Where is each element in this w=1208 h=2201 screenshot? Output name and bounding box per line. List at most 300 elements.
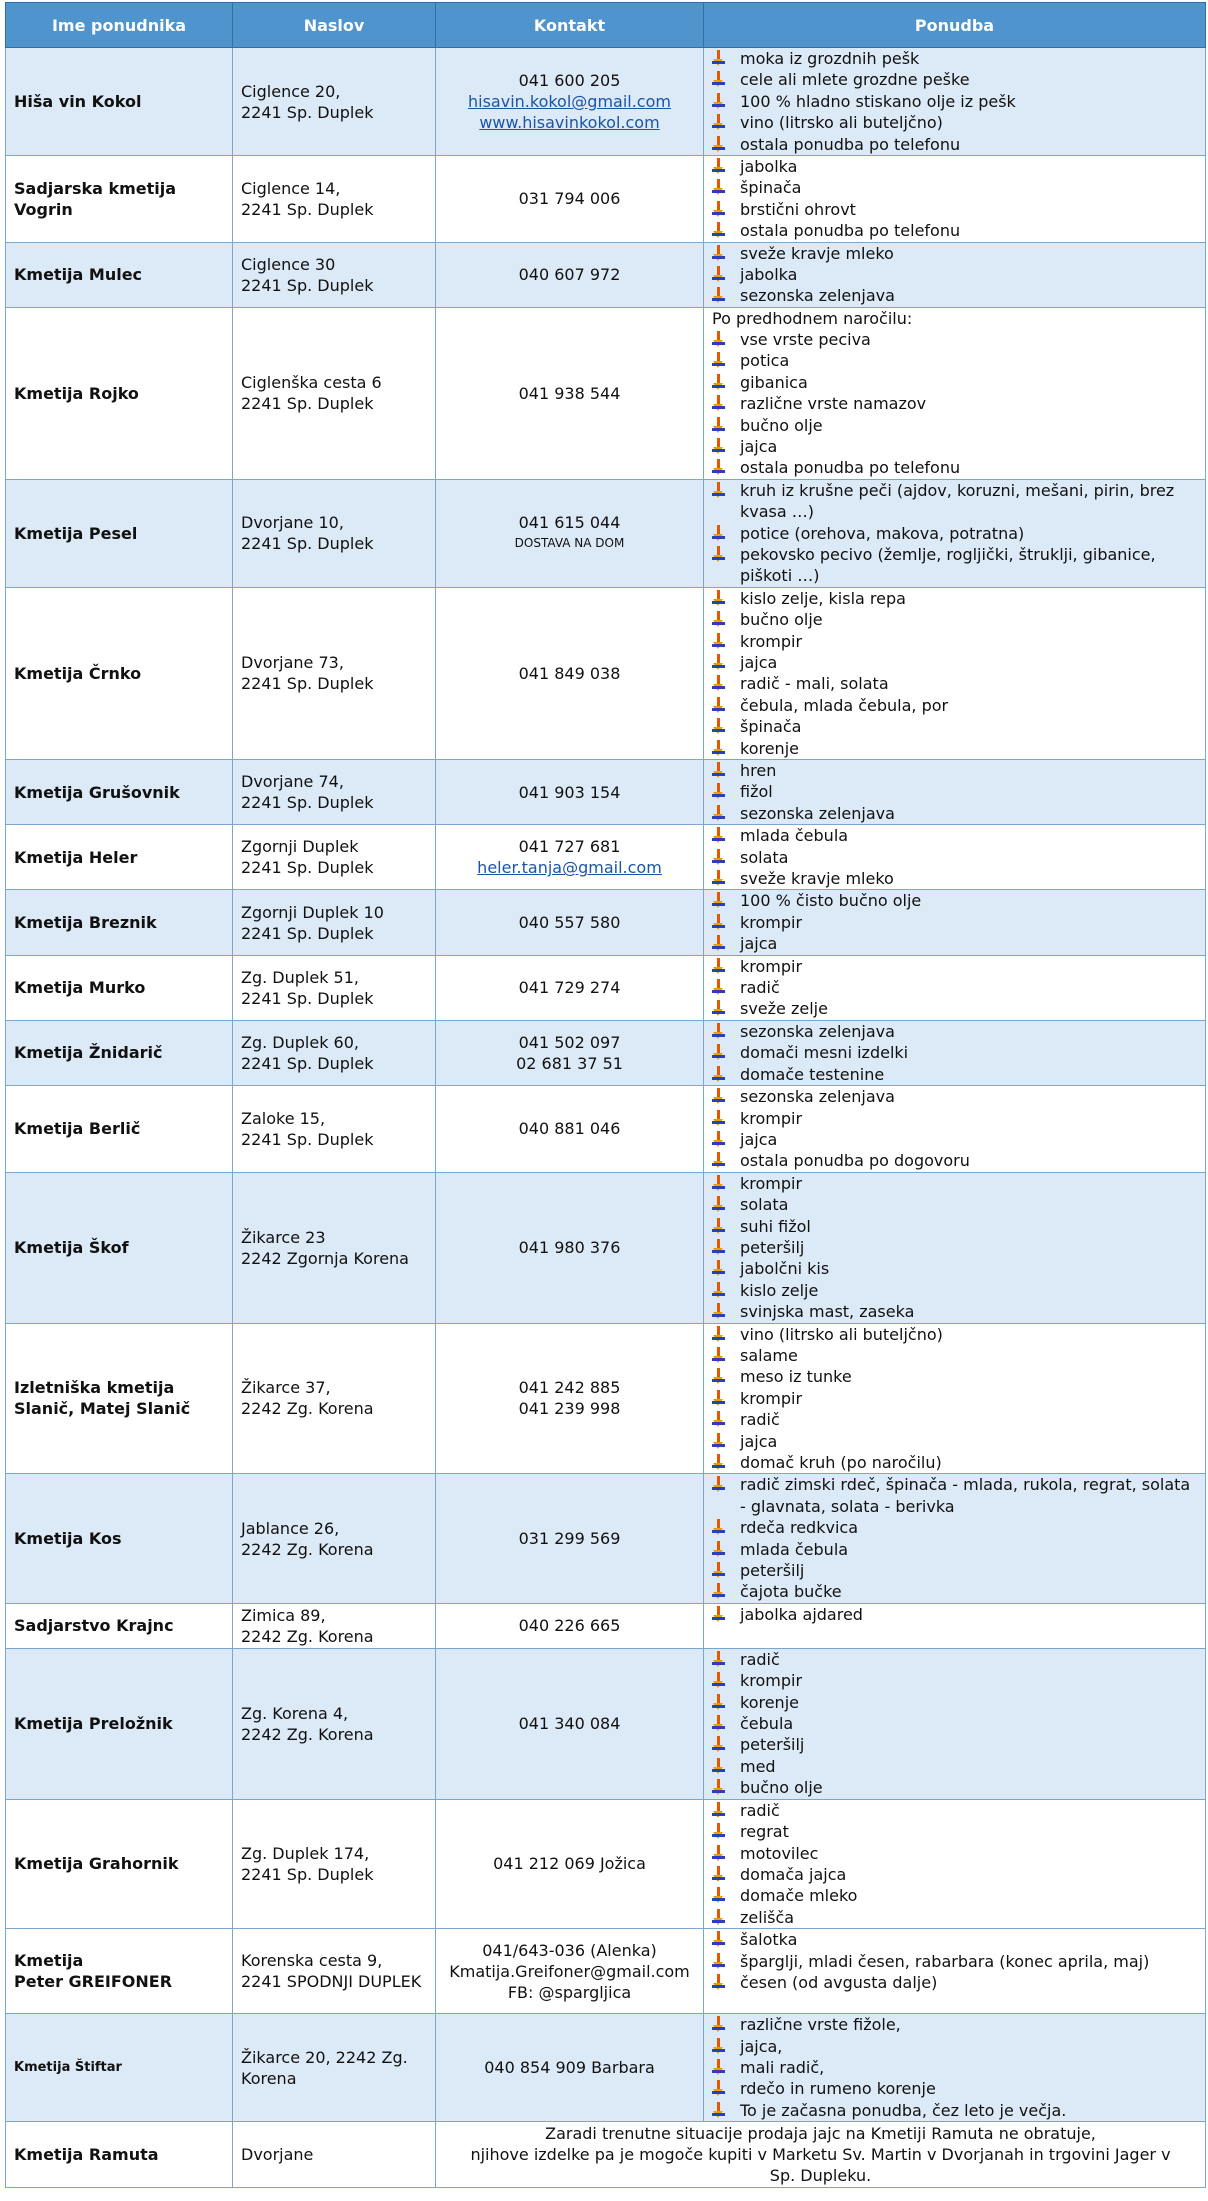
bullet-arrow-icon [710,1715,728,1732]
vendor-contact [436,1172,704,1323]
bullet-arrow-icon [710,1218,728,1235]
vendor-offer [704,1086,1206,1173]
offer-item [710,977,1201,998]
bullet-arrow-icon [710,352,728,369]
vendor-offer [704,1323,1206,1474]
bullet-arrow-icon [710,675,728,692]
vendor-address [233,479,436,587]
vendor-name [6,1929,233,2014]
table-row [6,1648,1206,1799]
offer-item-text: krompir [740,1108,803,1128]
offer-item [710,1194,1201,1215]
offer-item-text: domače testenine [740,1064,885,1084]
table-row [6,307,1206,479]
offer-item [710,1649,1201,1670]
vendor-name [6,1474,233,1603]
offer-item [710,652,1201,673]
contact-link[interactable]: hisavin.kokol@gmail.com [468,92,671,112]
vendor-name-line: Kmetija Mulec [14,265,143,285]
bullet-arrow-icon [710,201,728,218]
table-row [6,479,1206,587]
vendor-contact [436,479,704,587]
bullet-arrow-icon [710,1606,728,1623]
offer-item [710,825,1201,846]
offer-item-text: zelišča [740,1907,795,1927]
offer-item-text: regrat [740,1822,789,1842]
offer-item [710,243,1201,264]
bullet-arrow-icon [710,114,728,131]
offer-item-text: čebula [740,1714,794,1734]
contact-line: 041 600 205 [518,71,621,91]
offer-item [710,1800,1201,1821]
vendor-address [233,48,436,156]
bullet-arrow-icon [710,1282,728,1299]
offer-item-text: moka iz grozdnih pešk [740,49,920,68]
address-line: Zg. Duplek 60, [241,1032,359,1052]
vendor-offer [704,1474,1206,1603]
offer-item-text: jajca [740,1431,778,1451]
offer-list [710,2014,1201,2121]
vendor-contact [436,156,704,243]
offer-item [710,69,1201,90]
bullet-arrow-icon [710,1000,728,1017]
vendor-contact [436,1474,704,1603]
contact-line: 041 615 044 [518,513,621,533]
offer-item [710,177,1201,198]
offer-item-text: krompir [740,1388,803,1408]
vendor-contact [436,48,704,156]
contact-line: 041 340 084 [518,1714,621,1734]
table-row [6,1799,1206,1928]
vendor-name-line: Kmetija Ramuta [14,2145,159,2165]
vendor-name [6,2014,233,2122]
offer-item [710,1821,1201,1842]
offer-item [710,1064,1201,1085]
offer-item [710,523,1201,544]
offer-item [710,673,1201,694]
bullet-arrow-icon [710,374,728,391]
offer-item-text: solata [740,1195,789,1215]
contact-line: 041 212 069 Jožica [493,1854,646,1874]
contact-line: 041 239 998 [518,1399,621,1419]
address-line: 2241 Sp. Duplek [241,102,374,122]
offer-item [710,738,1201,759]
offer-item-text: jajca [740,934,778,954]
address-line: 2241 Sp. Duplek [241,858,374,878]
vendor-contact [436,1020,704,1085]
offer-item-text: peteršilj [740,1735,805,1755]
vendor-address [233,890,436,955]
contact-line: 041 903 154 [518,782,621,802]
bullet-arrow-icon [710,1758,728,1775]
offer-item-text: med [740,1756,776,1776]
offer-item-text: jabolčni kis [740,1259,830,1279]
vendor-name-line: Kmetija Heler [14,847,138,867]
offer-item [710,1474,1201,1517]
bullet-arrow-icon [710,1845,728,1862]
contact-line: FB: @spargljica [507,1982,632,2002]
offer-item-text: domača jajca [740,1864,847,1884]
offers-table [5,2,1206,2188]
offer-item-text: brstični ohrovt [740,199,856,219]
offer-item-text: jabolka [740,265,798,285]
bullet-arrow-icon [710,1562,728,1579]
bullet-arrow-icon [710,958,728,975]
vendor-name-line: Kmetija Preložnik [14,1714,173,1734]
bullet-arrow-icon [710,1066,728,1083]
vendor-name-line: Izletniška kmetija [14,1378,175,1398]
offer-list [710,825,1201,889]
offer-item [710,1237,1201,1258]
vendor-name-line: Kmetija Črnko [14,663,142,683]
offer-item-text: kislo zelje [740,1280,819,1300]
vendor-contact [436,1648,704,1799]
bullet-arrow-icon [710,1866,728,1883]
offer-item-text: radič - mali, solata [740,674,889,694]
bullet-arrow-icon [710,740,728,757]
offer-item [710,350,1201,371]
offer-item-text: mali radič, [740,2057,825,2077]
bullet-arrow-icon [710,914,728,931]
offer-item [710,415,1201,436]
offer-intro: Po predhodnem naročilu: [712,308,913,328]
vendor-name-line: Hiša vin Kokol [14,92,142,112]
table-row [6,760,1206,825]
bullet-arrow-icon [710,482,728,499]
vendor-contact [436,890,704,955]
address-line: 2241 Sp. Duplek [241,1864,374,1884]
vendor-offer [704,1172,1206,1323]
vendor-name-line: Kmetija Grušovnik [14,782,180,802]
offer-item [710,1452,1201,1473]
offer-item-text: šalotka [740,1930,798,1950]
contact-link[interactable]: www.hisavinkokol.com [479,113,660,133]
bullet-arrow-icon [710,762,728,779]
offer-item-text: ostala ponudba po telefonu [740,458,961,478]
offer-item-text: radič zimski rdeč, špinača - mlada, rukola, regrat, solata - glavnata, solata - berivka [740,1475,1191,1516]
address-line: Dvorjane [241,2145,314,2165]
offer-item-text: jajca [740,436,778,456]
offer-item [710,329,1201,350]
vendor-name-line: Kmetija Berlič [14,1119,141,1139]
offer-item [710,2014,1201,2035]
bullet-arrow-icon [710,718,728,735]
vendor-name [6,2122,233,2188]
offer-item-text: mlada čebula [740,826,849,846]
offer-item-text: korenje [740,738,799,758]
address-line: 2241 SPODNJI DUPLEK [241,1972,422,1992]
vendor-offer [704,48,1206,156]
offer-item [710,1951,1201,1972]
vendor-name-line: Sadjarska kmetija [14,178,177,198]
address-line: 2241 Sp. Duplek [241,988,374,1008]
vendor-offer [704,760,1206,825]
table-row [6,1086,1206,1173]
offer-list [710,1800,1201,1928]
bullet-arrow-icon [710,1196,728,1213]
offer-item [710,1539,1201,1560]
address-line: Žikarce 20, 2242 Zg. [241,2047,408,2067]
offer-item-text: 100 % hladno stiskano olje iz pešk [740,91,1016,111]
offer-item [710,1150,1201,1171]
offer-item-text: bučno olje [740,1778,823,1798]
offer-item [710,2057,1201,2078]
offer-item [710,1042,1201,1063]
address-line: Jablance 26, [241,1518,340,1538]
offer-item-text: jabolka [740,157,798,177]
address-line: Ciglence 30 [241,254,336,274]
offer-item-text: kislo zelje, kisla repa [740,588,906,608]
vendor-name-line: Sadjarstvo Krajnc [14,1616,174,1636]
contact-link[interactable]: heler.tanja@gmail.com [477,858,662,878]
vendor-name-line: Kmetija Škof [14,1238,129,1258]
vendor-name-line: Kmetija Štiftar [14,2060,122,2076]
table-row [6,825,1206,890]
vendor-name-line: Kmetija Grahornik [14,1854,179,1874]
address-line: Zaloke 15, [241,1108,326,1128]
offer-item [710,2036,1201,2057]
offer-item-text: šparglji, mladi česen, rabarbara (konec aprila, maj) [740,1951,1150,1971]
offer-item-text: radič [740,978,780,998]
address-line: 2241 Sp. Duplek [241,1129,374,1149]
header-offer: Ponudba [704,3,1206,48]
offers-table-wrapper [5,2,1205,2188]
bullet-arrow-icon [710,331,728,348]
contact-line: 041 938 544 [518,383,621,403]
bullet-arrow-icon [710,1368,728,1385]
vendor-address [233,2014,436,2122]
vendor-name [6,242,233,307]
offer-item [710,781,1201,802]
bullet-arrow-icon [710,611,728,628]
offer-item [710,1431,1201,1452]
bullet-arrow-icon [710,1887,728,1904]
header-contact: Kontakt [436,3,704,48]
vendor-name [6,1648,233,1799]
address-line: Zgornji Duplek 10 [241,902,384,922]
offer-item [710,393,1201,414]
address-line: Korenska cesta 9, [241,1951,383,1971]
offer-item [710,1021,1201,1042]
bullet-arrow-icon [710,395,728,412]
address-line: Žikarce 23 [241,1227,326,1247]
address-line: 2242 Zg. Korena [241,1399,374,1419]
offer-item-text: domači mesni izdelki [740,1043,909,1063]
bullet-arrow-icon [710,849,728,866]
table-row [6,242,1206,307]
offer-item [710,609,1201,630]
offer-item [710,1280,1201,1301]
vendor-contact [436,242,704,307]
vendor-offer [704,1648,1206,1799]
vendor-offer [704,1799,1206,1928]
bullet-arrow-icon [710,438,728,455]
offer-item-text: čebula, mlada čebula, por [740,695,949,715]
vendor-name [6,955,233,1020]
address-line: Zg. Duplek 174, [241,1843,370,1863]
offer-item [710,134,1201,155]
vendor-offer [704,307,1206,479]
offer-item [710,890,1201,911]
vendor-address [233,1172,436,1323]
offer-item [710,1345,1201,1366]
address-line: 2242 Zg. Korena [241,1626,374,1646]
vendor-offer [704,1929,1206,2014]
offer-item-text: različne vrste fižole, [740,2015,901,2035]
bullet-arrow-icon [710,287,728,304]
bullet-arrow-icon [710,1651,728,1668]
offer-item [710,1216,1201,1237]
bullet-arrow-icon [710,2080,728,2097]
offer-item [710,285,1201,306]
offer-item-text: salame [740,1345,798,1365]
bullet-arrow-icon [710,1152,728,1169]
offer-item-text: špinača [740,717,802,737]
offer-item-text: česen (od avgusta dalje) [740,1972,938,1992]
contact-line: 041 502 097 [518,1032,621,1052]
offer-item [710,48,1201,69]
address-line: Ciglence 14, [241,178,341,198]
offer-item [710,1129,1201,1150]
contact-line: 041 727 681 [518,837,621,857]
bullet-arrow-icon [710,1823,728,1840]
offer-item-text: domač kruh (po naročilu) [740,1453,942,1472]
vendor-offer [704,1020,1206,1085]
bullet-arrow-icon [710,1953,728,1970]
bullet-arrow-icon [710,1736,728,1753]
bullet-arrow-icon [710,459,728,476]
vendor-address [233,1020,436,1085]
offer-item [710,1907,1201,1928]
offer-item [710,1517,1201,1538]
bullet-arrow-icon [710,1694,728,1711]
bullet-arrow-icon [710,2059,728,2076]
contact-line: 02 681 37 51 [516,1053,623,1073]
vendor-name [6,890,233,955]
bullet-arrow-icon [710,1044,728,1061]
offer-item [710,2078,1201,2099]
offer-item [710,1301,1201,1322]
address-line: Ciglence 20, [241,81,341,101]
vendor-address [233,1929,436,2014]
offer-item [710,760,1201,781]
offer-item [710,868,1201,889]
contact-line: 041 849 038 [518,663,621,683]
offer-list [710,956,1201,1020]
bullet-arrow-icon [710,1390,728,1407]
vendor-name-line: Kmetija Pesel [14,523,138,543]
offer-list [710,588,1201,759]
bullet-arrow-icon [710,590,728,607]
offer-item-text: domače mleko [740,1886,858,1906]
offer-item-text: bučno olje [740,610,823,630]
offer-list [710,1604,1201,1625]
bullet-arrow-icon [710,1411,728,1428]
bullet-arrow-icon [710,2038,728,2055]
vendor-name-line: Vogrin [14,199,73,219]
offer-list [710,480,1201,587]
bullet-arrow-icon [710,93,728,110]
offer-item-text: rdečo in rumeno korenje [740,2079,936,2099]
address-line: Zg. Duplek 51, [241,967,359,987]
offer-item-text: solata [740,847,789,867]
offer-item [710,2100,1201,2121]
vendor-contact [436,1799,704,1928]
contact-line: 041 242 885 [518,1378,621,1398]
vendor-name-line: Slanič, Matej Slanič [14,1399,191,1419]
notice-line: Zaradi trenutne situacije prodaja jajc na Kmetiji Ramuta ne obratuje, [545,2124,1096,2144]
contact-line: 040 881 046 [518,1119,621,1139]
vendor-contact [436,2014,704,2122]
bullet-arrow-icon [710,1260,728,1277]
offer-item-text: korenje [740,1692,799,1712]
bullet-arrow-icon [710,1779,728,1796]
offer-item-text: sezonska zelenjava [740,803,895,823]
offer-item-text: bučno olje [740,415,823,435]
bullet-arrow-icon [710,892,728,909]
bullet-arrow-icon [710,266,728,283]
bullet-arrow-icon [710,1974,728,1991]
offer-item-text: krompir [740,956,803,976]
offer-item-text: meso iz tunke [740,1367,852,1387]
offer-item [710,1713,1201,1734]
vendor-contact [436,955,704,1020]
vendor-address [233,825,436,890]
bullet-arrow-icon [710,1239,728,1256]
offer-item-text: svinjska mast, zaseka [740,1302,915,1322]
offer-item-text: pekovsko pecivo (žemlje, rogljički, štruklji, gibanice, piškoti …) [740,544,1156,586]
vendor-address [233,1799,436,1928]
offer-item [710,372,1201,393]
offer-item-text: potice (orehova, makova, potratna) [740,523,1025,543]
offer-item-text: To je začasna ponudba, čez leto je večja. [740,2100,1067,2120]
offer-item [710,716,1201,737]
vendor-address [233,1648,436,1799]
vendor-contact [436,1603,704,1648]
offer-item [710,912,1201,933]
address-line: 2241 Sp. Duplek [241,199,374,219]
bullet-arrow-icon [710,870,728,887]
bullet-arrow-icon [710,1433,728,1450]
offer-item [710,457,1201,478]
table-row [6,955,1206,1020]
offer-item [710,220,1201,241]
bullet-arrow-icon [710,979,728,996]
vendor-offer [704,587,1206,759]
vendor-address [233,1086,436,1173]
address-line: 2241 Sp. Duplek [241,674,374,694]
offer-item [710,631,1201,652]
offer-item [710,1581,1201,1602]
offer-item [710,1560,1201,1581]
offer-item-text: ostala ponudba po dogovoru [740,1151,970,1171]
table-row [6,587,1206,759]
vendor-name [6,1172,233,1323]
bullet-arrow-icon [710,1131,728,1148]
offer-item-text: mlada čebula [740,1539,849,1559]
address-line: 2242 Zg. Korena [241,1539,374,1559]
contact-line: 041 980 376 [518,1238,621,1258]
table-row [6,2014,1206,2122]
bullet-arrow-icon [710,525,728,542]
header-name: Ime ponudnika [6,3,233,48]
vendor-name [6,307,233,479]
offer-item-text: motovilec [740,1843,819,1863]
vendor-contact [436,760,704,825]
vendor-address [233,1323,436,1474]
vendor-name-line: Kmetija Kos [14,1529,122,1549]
offer-item-text: jabolka ajdared [740,1604,863,1624]
